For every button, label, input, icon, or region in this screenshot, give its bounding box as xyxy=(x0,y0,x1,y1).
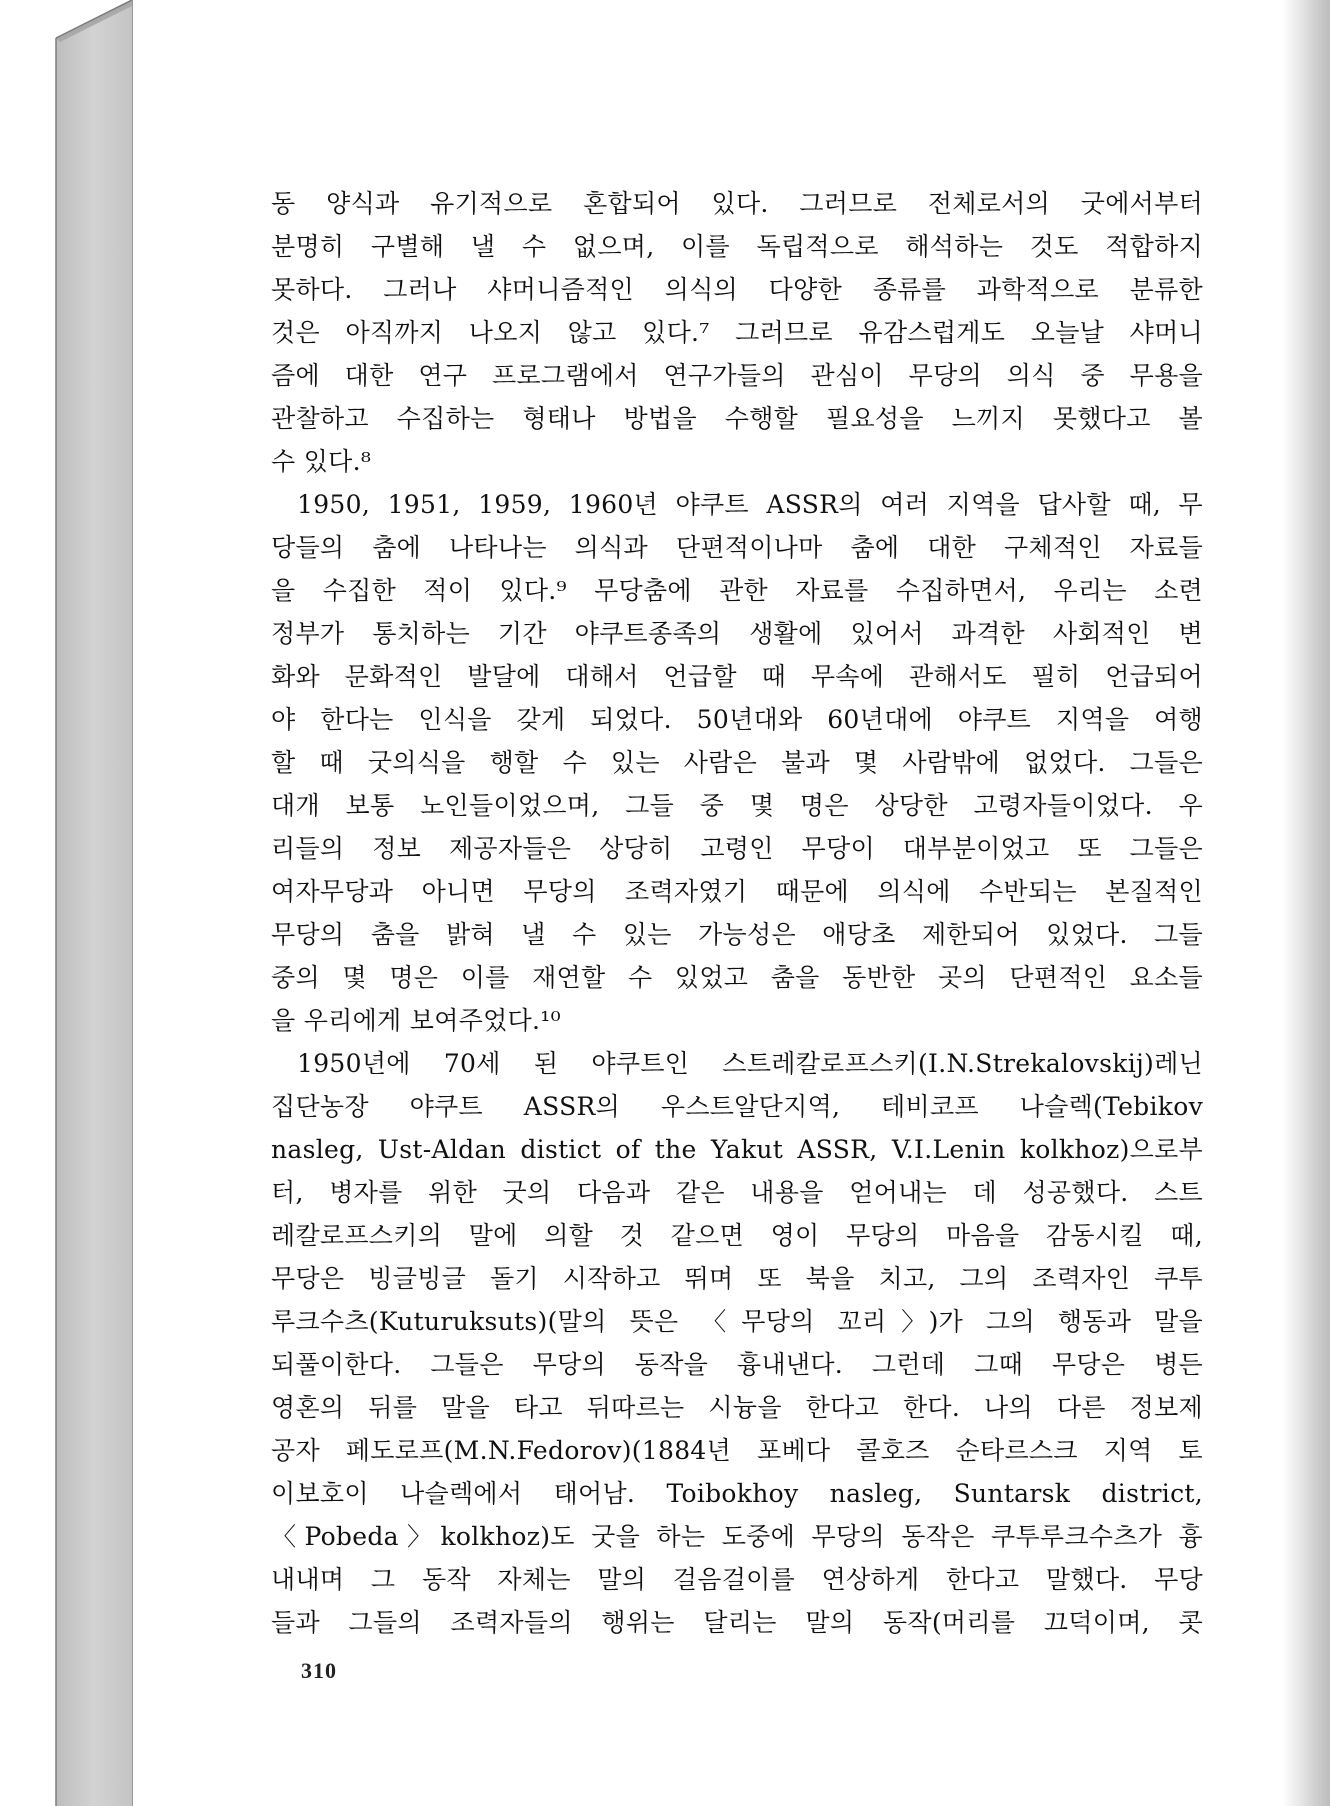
text-line: 1950년에 70세 된 야쿠트인 스트레칼로프스키(I.N.Strekalovskij)레닌 xyxy=(297,1049,1203,1078)
text-line: 들과 그들의 조력자들의 행위는 달리는 말의 동작(머리를 끄덕이며, 콧 xyxy=(271,1608,1203,1637)
page-edge-shadow xyxy=(1282,0,1330,1806)
text-line: 〈Pobeda〉kolkhoz)도 굿을 하는 도중에 무당의 동작은 쿠투루크수츠가 흉 xyxy=(271,1522,1203,1551)
text-line: 레칼로프스키의 말에 의할 것 같으면 영이 무당의 마음을 감동시킬 때, xyxy=(271,1221,1203,1250)
text-line: 공자 페도로프(M.N.Fedorov)(1884년 포베다 콜호즈 순타르스크 지역 토 xyxy=(271,1436,1203,1465)
body-text xyxy=(271,182,1203,1644)
text-line: 영혼의 뒤를 말을 타고 뒤따르는 시늉을 한다고 한다. 나의 다른 정보제 xyxy=(271,1393,1203,1422)
text-line: 루크수츠(Kuturuksuts)(말의 뜻은 〈무당의 꼬리〉)가 그의 행동과 말을 xyxy=(271,1307,1203,1336)
text-line: 대개 보통 노인들이었으며, 그들 중 몇 명은 상당한 고령자들이었다. 우 xyxy=(271,791,1203,820)
book-page xyxy=(132,0,1282,1806)
text-line: 을 수집한 적이 있다.⁹ 무당춤에 관한 자료를 수집하면서, 우리는 소련 xyxy=(271,576,1203,605)
text-line: 무당은 빙글빙글 돌기 시작하고 뛰며 또 북을 치고, 그의 조력자인 쿠투 xyxy=(271,1264,1203,1293)
text-line: 터, 병자를 위한 굿의 다음과 같은 내용을 얻어내는 데 성공했다. 스트 xyxy=(271,1178,1203,1207)
text-line: 여자무당과 아니면 무당의 조력자였기 때문에 의식에 수반되는 본질적인 xyxy=(271,877,1203,906)
text-line: 즘에 대한 연구 프로그램에서 연구가들의 관심이 무당의 의식 중 무용을 xyxy=(271,361,1203,390)
text-line: 할 때 굿의식을 행할 수 있는 사람은 불과 몇 사람밖에 없었다. 그들은 xyxy=(271,748,1203,777)
text-line: 못하다. 그러나 샤머니즘적인 의식의 다양한 종류를 과학적으로 분류한 xyxy=(271,275,1203,304)
text-line: 1950, 1951, 1959, 1960년 야쿠트 ASSR의 여러 지역을 답사할 때, 무 xyxy=(297,490,1203,519)
text-line: nasleg, Ust-Aldan distict of the Yakut ASSR, V.I.Lenin kolkhoz)으로부 xyxy=(271,1135,1203,1164)
text-line: 리들의 정보 제공자들은 상당히 고령인 무당이 대부분이었고 또 그들은 xyxy=(271,834,1203,863)
text-line: 내내며 그 동작 자체는 말의 걸음걸이를 연상하게 한다고 말했다. 무당 xyxy=(271,1565,1203,1594)
text-line: 화와 문화적인 발달에 대해서 언급할 때 무속에 관해서도 필히 언급되어 xyxy=(271,662,1203,691)
book-spine-graphic xyxy=(0,0,140,1806)
text-line: 중의 몇 명은 이를 재연할 수 있었고 춤을 동반한 곳의 단편적인 요소들 xyxy=(271,963,1203,992)
text-line: 것은 아직까지 나오지 않고 있다.⁷ 그러므로 유감스럽게도 오늘날 샤머니 xyxy=(271,318,1203,347)
text-line: 당들의 춤에 나타나는 의식과 단편적이나마 춤에 대한 구체적인 자료들 xyxy=(271,533,1203,562)
text-line: 야 한다는 인식을 갖게 되었다. 50년대와 60년대에 야쿠트 지역을 여행 xyxy=(271,705,1203,734)
book-spine xyxy=(0,0,140,1806)
text-line: 집단농장 야쿠트 ASSR의 우스트알단지역, 테비코프 나슬렉(Tebikov xyxy=(271,1092,1203,1121)
text-line: 동 양식과 유기적으로 혼합되어 있다. 그러므로 전체로서의 굿에서부터 xyxy=(271,189,1203,218)
text-line: 을 우리에게 보여주었다.¹⁰ xyxy=(271,1006,561,1035)
text-line: 이보호이 나슬렉에서 태어남. Toibokhoy nasleg, Suntarsk district, xyxy=(271,1479,1203,1508)
text-line: 분명히 구별해 낼 수 없으며, 이를 독립적으로 해석하는 것도 적합하지 xyxy=(271,232,1203,261)
text-line: 무당의 춤을 밝혀 낼 수 있는 가능성은 애당초 제한되어 있었다. 그들 xyxy=(271,920,1203,949)
page-number: 310 xyxy=(301,1658,337,1683)
text-line: 되풀이한다. 그들은 무당의 동작을 흉내낸다. 그런데 그때 무당은 병든 xyxy=(271,1350,1203,1379)
text-line: 관찰하고 수집하는 형태나 방법을 수행할 필요성을 느끼지 못했다고 볼 xyxy=(271,404,1203,433)
text-line: 정부가 통치하는 기간 야쿠트종족의 생활에 있어서 과격한 사회적인 변 xyxy=(271,619,1203,648)
text-line: 수 있다.⁸ xyxy=(271,447,372,476)
